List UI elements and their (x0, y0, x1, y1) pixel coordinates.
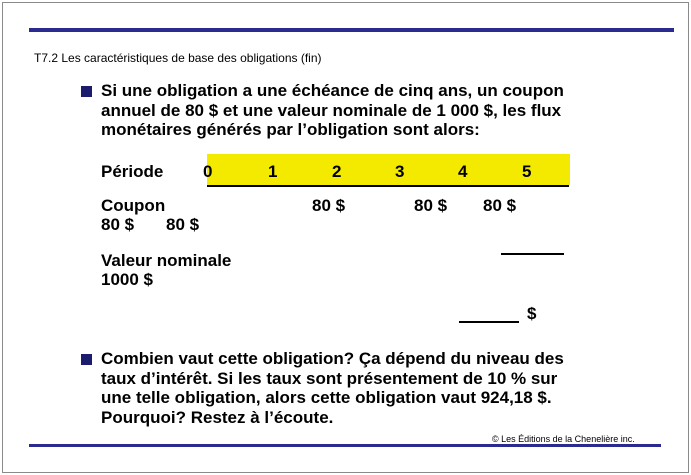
bullet1-line1: Si une obligation a une échéance de cinq ans, un coupon (101, 81, 564, 100)
period-0: 0 (203, 162, 213, 181)
bullet-square-icon (81, 86, 92, 97)
total-dollar: $ (527, 304, 537, 323)
period-4: 4 (458, 162, 468, 181)
period-3: 3 (395, 162, 405, 181)
face-value-label: Valeur nominale (101, 251, 232, 270)
coupon-label: Coupon (101, 196, 166, 215)
copyright-notice: © Les Éditions de la Chenelière inc. (492, 434, 635, 444)
coupon-value-period-2: 80 $ (312, 196, 346, 215)
coupon-value-period-4: 80 $ (414, 196, 448, 215)
bullet1-text (101, 81, 564, 140)
period-label: Période (101, 162, 164, 181)
slide-title: T7.2 Les caractéristiques de base des obligations (fin) (34, 51, 322, 65)
period-5: 5 (522, 162, 532, 181)
total-blank (459, 321, 519, 323)
bullet1-line3: monétaires générés par l’obligation sont alors: (101, 120, 480, 139)
coupon-value-left-2: 80 $ (166, 215, 200, 234)
bullet2-line2: taux d’intérêt. Si les taux sont présentement de 10 % sur (101, 368, 558, 388)
period-highlight (207, 154, 570, 185)
bullet2-line4: Pourquoi? Restez à l’écoute. (101, 407, 334, 427)
bullet2-text (101, 349, 564, 427)
face-value-blank (501, 253, 564, 255)
face-value-amount: 1000 $ (101, 270, 153, 289)
coupon-value-left-1: 80 $ (101, 215, 135, 234)
period-underline (207, 185, 569, 187)
bullet2-line1: Combien vaut cette obligation? Ça dépend du niveau des (101, 349, 564, 368)
bottom-rule (29, 444, 661, 447)
period-2: 2 (332, 162, 342, 181)
coupon-value-period-5: 80 $ (483, 196, 517, 215)
bullet1-line2: annuel de 80 $ et une valeur nominale de 1 000 $, les flux (101, 100, 562, 120)
bullet-square-icon (81, 354, 92, 365)
top-rule (29, 28, 674, 32)
bullet2-line3: une telle obligation, alors cette obligation vaut 924,18 $. (101, 388, 552, 407)
period-1: 1 (268, 162, 278, 181)
